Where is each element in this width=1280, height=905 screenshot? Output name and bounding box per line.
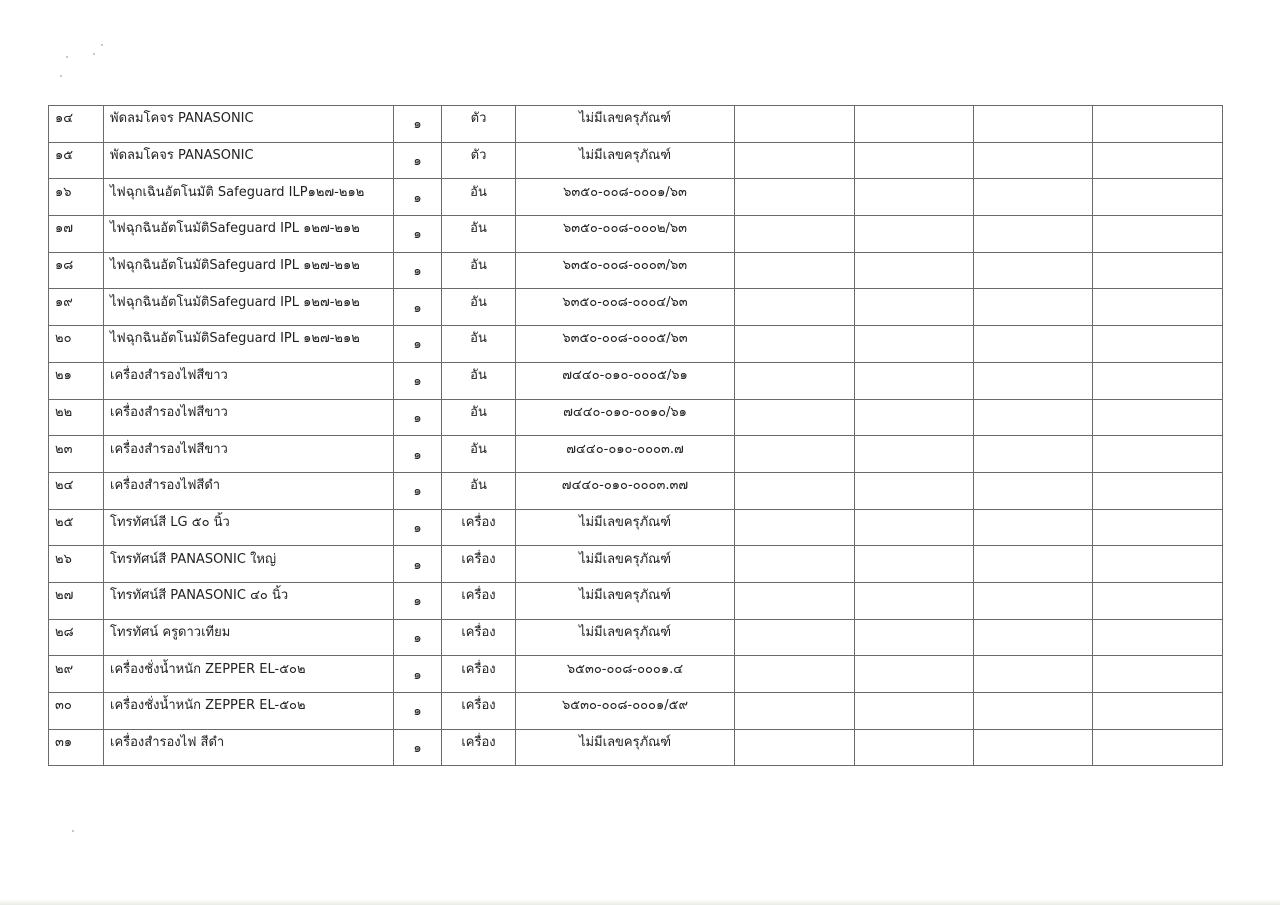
item-number: ๑๘ xyxy=(55,258,74,274)
item-unit: เครื่อง xyxy=(461,588,496,604)
item-name: โทรทัศน์สี LG ๕๐ นิ้ว xyxy=(110,514,230,530)
empty-cell xyxy=(735,509,855,546)
table-row xyxy=(49,693,1223,730)
item-number: ๑๗ xyxy=(55,221,74,237)
asset-code-cell xyxy=(516,106,735,143)
empty-cell xyxy=(1093,546,1223,583)
item-unit-cell xyxy=(442,546,516,583)
table-row xyxy=(49,216,1223,253)
empty-cell xyxy=(974,729,1093,766)
item-number-cell xyxy=(49,362,104,399)
asset-code: ไม่มีเลขครุภัณฑ์ xyxy=(578,588,672,604)
empty-cell xyxy=(855,216,974,253)
empty-cell xyxy=(974,252,1093,289)
asset-code: ๗๔๔๐-๐๑๐-๐๐๑๐/๖๑ xyxy=(563,404,687,420)
empty-cell xyxy=(1093,252,1223,289)
empty-cell xyxy=(735,546,855,583)
empty-cell xyxy=(855,619,974,656)
asset-code-cell xyxy=(516,142,735,179)
table-row xyxy=(49,656,1223,693)
empty-cell xyxy=(974,656,1093,693)
item-quantity-cell xyxy=(394,436,442,473)
item-number-cell xyxy=(49,693,104,730)
item-name-cell xyxy=(104,289,394,326)
item-quantity-cell xyxy=(394,546,442,583)
item-name: ไฟฉุกเฉินอัตโนมัติ Safeguard ILP๑๒๗-๒๑๒ xyxy=(110,184,365,200)
empty-cell xyxy=(1093,693,1223,730)
item-name-cell xyxy=(104,436,394,473)
empty-cell xyxy=(1093,582,1223,619)
empty-cell xyxy=(735,472,855,509)
item-name: โทรทัศน์ ครูดาวเทียม xyxy=(110,624,231,640)
item-quantity-cell xyxy=(394,362,442,399)
item-quantity: ๑ xyxy=(413,154,422,170)
asset-code: ๖๓๕๐-๐๐๘-๐๐๐๑/๖๓ xyxy=(563,184,687,200)
item-quantity: ๑ xyxy=(413,410,422,426)
item-number-cell xyxy=(49,582,104,619)
item-quantity-cell xyxy=(394,472,442,509)
asset-code: ๗๔๔๐-๐๑๐-๐๐๐๓.๓๗ xyxy=(561,478,689,494)
item-number: ๑๕ xyxy=(55,148,74,164)
empty-cell xyxy=(1093,216,1223,253)
asset-code: ๖๓๕๐-๐๐๘-๐๐๐๓/๖๓ xyxy=(562,258,688,274)
asset-code-cell xyxy=(516,399,735,436)
item-name: ไฟฉุกฉินอัตโนมัติSafeguard IPL ๑๒๗-๒๑๒ xyxy=(110,258,360,274)
item-name-cell xyxy=(104,619,394,656)
item-name: ไฟฉุกฉินอัตโนมัติSafeguard IPL ๑๒๗-๒๑๒ xyxy=(110,294,360,310)
item-unit-cell xyxy=(442,509,516,546)
asset-code: ๖๓๕๐-๐๐๘-๐๐๐๔/๖๓ xyxy=(562,294,688,310)
asset-code-cell xyxy=(516,693,735,730)
item-number-cell xyxy=(49,729,104,766)
item-number-cell xyxy=(49,142,104,179)
item-name: เครื่องสำรองไฟ สีดำ xyxy=(110,735,225,751)
item-number: ๑๔ xyxy=(55,111,74,127)
empty-cell xyxy=(735,693,855,730)
asset-code-cell xyxy=(516,252,735,289)
asset-code: ๖๕๓๐-๐๐๘-๐๐๐๑.๔ xyxy=(566,661,684,677)
empty-cell xyxy=(974,436,1093,473)
item-name-cell xyxy=(104,509,394,546)
asset-code-cell xyxy=(516,472,735,509)
asset-code: ไม่มีเลขครุภัณฑ์ xyxy=(578,624,672,640)
item-number: ๒๒ xyxy=(55,404,73,420)
item-quantity: ๑ xyxy=(413,630,422,646)
item-quantity-cell xyxy=(394,216,442,253)
asset-code-cell xyxy=(516,362,735,399)
item-name-cell xyxy=(104,216,394,253)
item-name-cell xyxy=(104,546,394,583)
item-name-cell xyxy=(104,252,394,289)
scan-speck xyxy=(93,53,95,55)
table-row xyxy=(49,289,1223,326)
empty-cell xyxy=(974,582,1093,619)
item-quantity-cell xyxy=(394,693,442,730)
empty-cell xyxy=(855,472,974,509)
empty-cell xyxy=(974,106,1093,143)
empty-cell xyxy=(735,656,855,693)
table-row xyxy=(49,509,1223,546)
asset-code-cell xyxy=(516,289,735,326)
item-quantity: ๑ xyxy=(413,227,422,243)
empty-cell xyxy=(974,326,1093,363)
scan-edge xyxy=(0,899,1280,905)
empty-cell xyxy=(1093,472,1223,509)
item-number-cell xyxy=(49,546,104,583)
item-name-cell xyxy=(104,656,394,693)
empty-cell xyxy=(735,619,855,656)
item-unit-cell xyxy=(442,436,516,473)
scan-speck xyxy=(72,830,74,832)
item-quantity: ๑ xyxy=(413,594,422,610)
item-quantity-cell xyxy=(394,289,442,326)
empty-cell xyxy=(735,106,855,143)
item-quantity: ๑ xyxy=(413,667,422,683)
item-unit: อัน xyxy=(470,404,487,420)
empty-cell xyxy=(855,693,974,730)
empty-cell xyxy=(974,399,1093,436)
empty-cell xyxy=(735,289,855,326)
empty-cell xyxy=(855,252,974,289)
empty-cell xyxy=(974,509,1093,546)
item-name: พัดลมโคจร PANASONIC xyxy=(110,111,254,127)
item-quantity: ๑ xyxy=(413,520,422,536)
empty-cell xyxy=(974,693,1093,730)
empty-cell xyxy=(1093,619,1223,656)
item-number-cell xyxy=(49,656,104,693)
item-quantity-cell xyxy=(394,142,442,179)
item-number: ๒๕ xyxy=(55,514,74,530)
empty-cell xyxy=(1093,142,1223,179)
item-unit-cell xyxy=(442,106,516,143)
scan-speck xyxy=(66,56,68,58)
item-unit: อัน xyxy=(470,331,487,347)
table-body xyxy=(49,106,1223,766)
item-name: เครื่องสำรองไฟสีขาว xyxy=(110,404,228,420)
asset-code-cell xyxy=(516,179,735,216)
item-unit: เครื่อง xyxy=(461,624,496,640)
asset-code-cell xyxy=(516,326,735,363)
item-quantity-cell xyxy=(394,656,442,693)
table-row xyxy=(49,326,1223,363)
item-name: เครื่องชั่งน้ำหนัก ZEPPER EL-๕๐๒ xyxy=(110,661,306,677)
empty-cell xyxy=(735,179,855,216)
item-quantity-cell xyxy=(394,399,442,436)
empty-cell xyxy=(735,399,855,436)
asset-code-cell xyxy=(516,216,735,253)
asset-code-cell xyxy=(516,582,735,619)
item-quantity: ๑ xyxy=(413,741,422,757)
item-unit-cell xyxy=(442,619,516,656)
item-name: ไฟฉุกฉินอัตโนมัติSafeguard IPL ๑๒๗-๒๑๒ xyxy=(110,331,360,347)
item-quantity-cell xyxy=(394,326,442,363)
item-number-cell xyxy=(49,106,104,143)
item-name: เครื่องสำรองไฟสีขาว xyxy=(110,368,228,384)
empty-cell xyxy=(974,619,1093,656)
item-number: ๒๘ xyxy=(55,624,74,640)
item-unit-cell xyxy=(442,252,516,289)
item-unit-cell xyxy=(442,289,516,326)
table-row xyxy=(49,619,1223,656)
table-row xyxy=(49,436,1223,473)
item-number: ๒๓ xyxy=(55,441,73,457)
table-row xyxy=(49,472,1223,509)
empty-cell xyxy=(1093,729,1223,766)
item-unit-cell xyxy=(442,472,516,509)
empty-cell xyxy=(974,546,1093,583)
empty-cell xyxy=(735,729,855,766)
asset-code: ๗๔๔๐-๐๑๐-๐๐๐๕/๖๑ xyxy=(562,368,688,384)
asset-code: ไม่มีเลขครุภัณฑ์ xyxy=(578,735,672,751)
item-quantity: ๑ xyxy=(413,557,422,573)
empty-cell xyxy=(735,326,855,363)
item-quantity: ๑ xyxy=(413,337,422,353)
item-unit: อัน xyxy=(470,221,487,237)
item-unit: เครื่อง xyxy=(461,661,496,677)
item-quantity-cell xyxy=(394,619,442,656)
item-number: ๓๑ xyxy=(55,735,73,751)
item-quantity: ๑ xyxy=(413,447,422,463)
item-quantity: ๑ xyxy=(413,300,422,316)
item-name-cell xyxy=(104,472,394,509)
empty-cell xyxy=(1093,289,1223,326)
item-name-cell xyxy=(104,106,394,143)
empty-cell xyxy=(855,179,974,216)
item-name: เครื่องสำรองไฟสีขาว xyxy=(110,441,228,457)
item-unit: อัน xyxy=(470,478,487,494)
item-name-cell xyxy=(104,326,394,363)
item-quantity: ๑ xyxy=(413,374,422,390)
empty-cell xyxy=(1093,106,1223,143)
item-unit-cell xyxy=(442,729,516,766)
empty-cell xyxy=(1093,436,1223,473)
table-row xyxy=(49,729,1223,766)
item-quantity: ๑ xyxy=(413,484,422,500)
asset-code: ๖๕๓๐-๐๐๘-๐๐๐๑/๕๙ xyxy=(562,698,688,714)
asset-code-cell xyxy=(516,619,735,656)
item-unit: เครื่อง xyxy=(461,698,496,714)
item-unit-cell xyxy=(442,142,516,179)
item-unit: อัน xyxy=(470,184,487,200)
table-row xyxy=(49,362,1223,399)
item-quantity: ๑ xyxy=(413,117,422,133)
item-unit: ตัว xyxy=(470,148,487,164)
item-name: เครื่องสำรองไฟสีดำ xyxy=(110,478,221,494)
table-row xyxy=(49,252,1223,289)
item-quantity-cell xyxy=(394,582,442,619)
item-number: ๒๖ xyxy=(55,551,72,567)
empty-cell xyxy=(1093,179,1223,216)
table-row xyxy=(49,582,1223,619)
empty-cell xyxy=(855,656,974,693)
item-quantity: ๑ xyxy=(413,264,422,280)
empty-cell xyxy=(974,179,1093,216)
asset-code-cell xyxy=(516,546,735,583)
item-number: ๒๐ xyxy=(55,331,72,347)
inventory-table xyxy=(48,105,1223,766)
asset-code: ไม่มีเลขครุภัณฑ์ xyxy=(578,148,672,164)
empty-cell xyxy=(855,582,974,619)
item-number: ๒๗ xyxy=(55,588,74,604)
item-unit-cell xyxy=(442,362,516,399)
empty-cell xyxy=(855,546,974,583)
empty-cell xyxy=(735,582,855,619)
item-name: โทรทัศน์สี PANASONIC ๔๐ นิ้ว xyxy=(110,588,289,604)
empty-cell xyxy=(855,326,974,363)
empty-cell xyxy=(855,729,974,766)
item-number-cell xyxy=(49,216,104,253)
item-unit: ตัว xyxy=(470,111,487,127)
item-unit: อัน xyxy=(470,441,487,457)
empty-cell xyxy=(974,142,1093,179)
item-number: ๒๑ xyxy=(55,368,72,384)
scan-speck xyxy=(60,75,62,77)
table-row xyxy=(49,179,1223,216)
empty-cell xyxy=(855,436,974,473)
item-unit-cell xyxy=(442,326,516,363)
item-name: ไฟฉุกฉินอัตโนมัติSafeguard IPL ๑๒๗-๒๑๒ xyxy=(110,221,360,237)
item-number-cell xyxy=(49,289,104,326)
item-quantity-cell xyxy=(394,106,442,143)
asset-code-cell xyxy=(516,436,735,473)
empty-cell xyxy=(735,362,855,399)
item-quantity-cell xyxy=(394,729,442,766)
item-number-cell xyxy=(49,436,104,473)
asset-code: ๖๓๕๐-๐๐๘-๐๐๐๕/๖๓ xyxy=(562,331,688,347)
item-quantity-cell xyxy=(394,509,442,546)
asset-code-cell xyxy=(516,509,735,546)
item-number-cell xyxy=(49,509,104,546)
item-unit: เครื่อง xyxy=(461,551,496,567)
item-unit: อัน xyxy=(470,258,487,274)
item-number: ๑๙ xyxy=(55,294,73,310)
scan-speck xyxy=(101,44,103,46)
empty-cell xyxy=(855,142,974,179)
item-number: ๑๖ xyxy=(55,184,72,200)
item-unit: เครื่อง xyxy=(461,514,496,530)
asset-code-cell xyxy=(516,656,735,693)
item-name-cell xyxy=(104,399,394,436)
item-unit-cell xyxy=(442,656,516,693)
item-number: ๓๐ xyxy=(55,698,72,714)
table-row xyxy=(49,142,1223,179)
item-unit: เครื่อง xyxy=(461,735,496,751)
item-number-cell xyxy=(49,399,104,436)
table-row xyxy=(49,546,1223,583)
item-unit-cell xyxy=(442,179,516,216)
empty-cell xyxy=(974,472,1093,509)
item-name: เครื่องชั่งน้ำหนัก ZEPPER EL-๕๐๒ xyxy=(110,698,306,714)
asset-code-cell xyxy=(516,729,735,766)
table-row xyxy=(49,399,1223,436)
item-name-cell xyxy=(104,142,394,179)
item-number-cell xyxy=(49,619,104,656)
item-number: ๒๔ xyxy=(55,478,74,494)
asset-code: ๖๓๕๐-๐๐๘-๐๐๐๒/๖๓ xyxy=(562,221,688,237)
item-unit: อัน xyxy=(470,368,487,384)
empty-cell xyxy=(735,252,855,289)
empty-cell xyxy=(735,216,855,253)
item-unit-cell xyxy=(442,216,516,253)
empty-cell xyxy=(1093,362,1223,399)
empty-cell xyxy=(855,289,974,326)
table-row xyxy=(49,106,1223,143)
empty-cell xyxy=(974,216,1093,253)
empty-cell xyxy=(735,142,855,179)
item-unit-cell xyxy=(442,693,516,730)
asset-code: ไม่มีเลขครุภัณฑ์ xyxy=(578,551,672,567)
empty-cell xyxy=(855,509,974,546)
empty-cell xyxy=(855,399,974,436)
asset-code: ไม่มีเลขครุภัณฑ์ xyxy=(578,514,672,530)
empty-cell xyxy=(974,362,1093,399)
empty-cell xyxy=(735,436,855,473)
empty-cell xyxy=(855,106,974,143)
item-quantity-cell xyxy=(394,179,442,216)
item-number-cell xyxy=(49,252,104,289)
item-name: โทรทัศน์สี PANASONIC ใหญ่ xyxy=(110,551,277,567)
asset-code: ๗๔๔๐-๐๑๐-๐๐๐๓.๗ xyxy=(566,441,684,457)
item-number-cell xyxy=(49,326,104,363)
item-number: ๒๙ xyxy=(55,661,74,677)
item-unit-cell xyxy=(442,399,516,436)
empty-cell xyxy=(1093,326,1223,363)
item-name-cell xyxy=(104,362,394,399)
item-quantity-cell xyxy=(394,252,442,289)
empty-cell xyxy=(855,362,974,399)
empty-cell xyxy=(1093,399,1223,436)
item-name: พัดลมโคจร PANASONIC xyxy=(110,148,254,164)
empty-cell xyxy=(1093,656,1223,693)
item-number-cell xyxy=(49,472,104,509)
empty-cell xyxy=(1093,509,1223,546)
item-unit-cell xyxy=(442,582,516,619)
item-name-cell xyxy=(104,729,394,766)
item-quantity: ๑ xyxy=(413,190,422,206)
asset-code: ไม่มีเลขครุภัณฑ์ xyxy=(578,111,672,127)
item-name-cell xyxy=(104,693,394,730)
empty-cell xyxy=(974,289,1093,326)
item-name-cell xyxy=(104,179,394,216)
item-number-cell xyxy=(49,179,104,216)
item-name-cell xyxy=(104,582,394,619)
item-unit: อัน xyxy=(470,294,487,310)
item-quantity: ๑ xyxy=(413,704,422,720)
